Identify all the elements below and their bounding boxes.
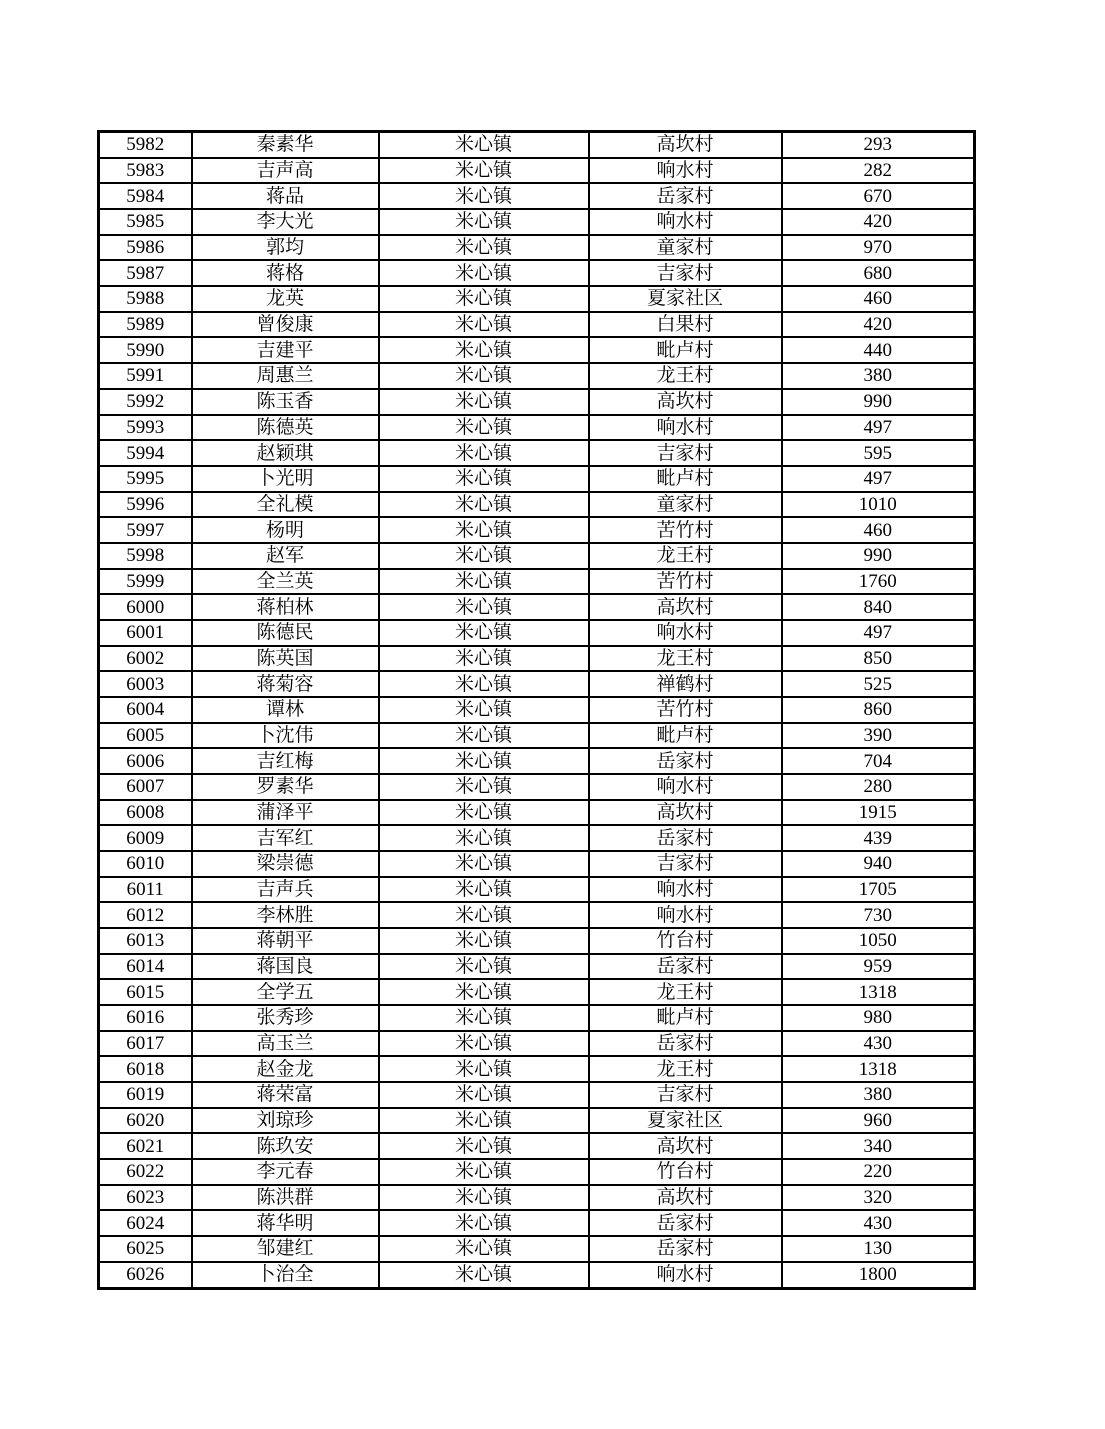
cell-village: 岳家村 [589,825,782,851]
table-row [99,748,975,774]
cell-town: 米心镇 [379,260,589,286]
cell-village: 龙王村 [589,979,782,1005]
table-row [99,286,975,312]
cell-amount: 220 [782,1159,975,1185]
cell-town: 米心镇 [379,132,589,158]
cell-name: 陈德民 [192,620,379,646]
cell-village: 响水村 [589,415,782,441]
cell-village: 高坎村 [589,594,782,620]
cell-amount: 380 [782,363,975,389]
cell-amount: 340 [782,1133,975,1159]
cell-village: 岳家村 [589,183,782,209]
cell-town: 米心镇 [379,209,589,235]
table-row [99,851,975,877]
cell-village: 吉家村 [589,1082,782,1108]
cell-name: 李林胜 [192,902,379,928]
cell-village: 吉家村 [589,851,782,877]
cell-amount: 497 [782,466,975,492]
cell-record-id: 6002 [99,646,192,672]
cell-town: 米心镇 [379,620,589,646]
table-row [99,132,975,158]
table-row [99,363,975,389]
cell-record-id: 6026 [99,1262,192,1289]
table-row [99,337,975,363]
cell-village: 岳家村 [589,954,782,980]
cell-record-id: 6017 [99,1031,192,1057]
cell-record-id: 6025 [99,1236,192,1262]
cell-amount: 420 [782,209,975,235]
cell-record-id: 5993 [99,415,192,441]
cell-town: 米心镇 [379,1133,589,1159]
cell-town: 米心镇 [379,671,589,697]
cell-town: 米心镇 [379,928,589,954]
cell-village: 毗卢村 [589,337,782,363]
cell-town: 米心镇 [379,723,589,749]
cell-village: 吉家村 [589,260,782,286]
cell-name: 吉声兵 [192,877,379,903]
table-row [99,697,975,723]
cell-village: 岳家村 [589,1236,782,1262]
cell-record-id: 5996 [99,492,192,518]
cell-name: 李元春 [192,1159,379,1185]
cell-town: 米心镇 [379,1159,589,1185]
table-body [99,132,975,1289]
cell-name: 赵军 [192,543,379,569]
cell-record-id: 5989 [99,312,192,338]
cell-record-id: 6022 [99,1159,192,1185]
cell-name: 龙英 [192,286,379,312]
cell-record-id: 6009 [99,825,192,851]
cell-amount: 860 [782,697,975,723]
cell-town: 米心镇 [379,183,589,209]
cell-village: 龙王村 [589,363,782,389]
cell-amount: 990 [782,389,975,415]
cell-name: 蒋柏林 [192,594,379,620]
cell-name: 全兰英 [192,569,379,595]
table-row [99,389,975,415]
cell-village: 响水村 [589,209,782,235]
cell-town: 米心镇 [379,389,589,415]
cell-village: 响水村 [589,620,782,646]
cell-record-id: 6005 [99,723,192,749]
cell-town: 米心镇 [379,800,589,826]
cell-name: 吉军红 [192,825,379,851]
cell-record-id: 5992 [99,389,192,415]
cell-name: 罗素华 [192,774,379,800]
cell-village: 岳家村 [589,1031,782,1057]
cell-record-id: 5987 [99,260,192,286]
cell-town: 米心镇 [379,825,589,851]
cell-town: 米心镇 [379,1005,589,1031]
cell-amount: 293 [782,132,975,158]
cell-village: 龙王村 [589,543,782,569]
cell-name: 赵颖琪 [192,440,379,466]
cell-name: 曾俊康 [192,312,379,338]
cell-amount: 282 [782,158,975,184]
cell-name: 陈玉香 [192,389,379,415]
cell-town: 米心镇 [379,363,589,389]
cell-village: 高坎村 [589,132,782,158]
cell-name: 周惠兰 [192,363,379,389]
table-row [99,979,975,1005]
cell-village: 高坎村 [589,1133,782,1159]
cell-record-id: 5997 [99,517,192,543]
table-row [99,1236,975,1262]
table-row [99,466,975,492]
table-row [99,1159,975,1185]
cell-name: 陈玖安 [192,1133,379,1159]
cell-town: 米心镇 [379,158,589,184]
cell-record-id: 5990 [99,337,192,363]
cell-town: 米心镇 [379,1108,589,1134]
table-row [99,902,975,928]
table-row [99,594,975,620]
cell-town: 米心镇 [379,1236,589,1262]
cell-town: 米心镇 [379,1210,589,1236]
cell-name: 蒋格 [192,260,379,286]
cell-town: 米心镇 [379,569,589,595]
table-row [99,1108,975,1134]
cell-record-id: 6011 [99,877,192,903]
cell-record-id: 6008 [99,800,192,826]
table-row [99,1185,975,1211]
cell-record-id: 6021 [99,1133,192,1159]
cell-village: 毗卢村 [589,466,782,492]
cell-amount: 980 [782,1005,975,1031]
cell-town: 米心镇 [379,312,589,338]
cell-amount: 959 [782,954,975,980]
cell-record-id: 5982 [99,132,192,158]
cell-town: 米心镇 [379,543,589,569]
cell-town: 米心镇 [379,979,589,1005]
cell-amount: 840 [782,594,975,620]
cell-town: 米心镇 [379,337,589,363]
cell-record-id: 6024 [99,1210,192,1236]
cell-amount: 595 [782,440,975,466]
cell-name: 蒲泽平 [192,800,379,826]
cell-village: 苦竹村 [589,569,782,595]
cell-amount: 1915 [782,800,975,826]
cell-town: 米心镇 [379,594,589,620]
cell-town: 米心镇 [379,851,589,877]
table-row [99,183,975,209]
cell-village: 高坎村 [589,389,782,415]
cell-amount: 380 [782,1082,975,1108]
cell-record-id: 6003 [99,671,192,697]
cell-amount: 1318 [782,1056,975,1082]
cell-name: 卜治全 [192,1262,379,1289]
table-row [99,671,975,697]
cell-village: 毗卢村 [589,723,782,749]
table-row [99,1056,975,1082]
cell-name: 蒋华明 [192,1210,379,1236]
cell-amount: 940 [782,851,975,877]
cell-amount: 730 [782,902,975,928]
table-row [99,954,975,980]
cell-village: 童家村 [589,492,782,518]
table-row [99,800,975,826]
cell-record-id: 6015 [99,979,192,1005]
cell-name: 杨明 [192,517,379,543]
cell-name: 邹建红 [192,1236,379,1262]
cell-name: 吉声高 [192,158,379,184]
cell-village: 高坎村 [589,1185,782,1211]
cell-village: 响水村 [589,774,782,800]
cell-village: 竹台村 [589,928,782,954]
table-row [99,877,975,903]
table-row [99,1005,975,1031]
table-row [99,260,975,286]
cell-amount: 440 [782,337,975,363]
cell-record-id: 6013 [99,928,192,954]
cell-village: 毗卢村 [589,1005,782,1031]
cell-record-id: 5999 [99,569,192,595]
cell-amount: 1800 [782,1262,975,1289]
cell-village: 响水村 [589,158,782,184]
cell-village: 苦竹村 [589,697,782,723]
table-row [99,646,975,672]
cell-record-id: 5995 [99,466,192,492]
cell-town: 米心镇 [379,1185,589,1211]
cell-village: 高坎村 [589,800,782,826]
cell-name: 卜光明 [192,466,379,492]
table-row [99,517,975,543]
table-row [99,569,975,595]
cell-name: 陈德英 [192,415,379,441]
cell-town: 米心镇 [379,902,589,928]
cell-village: 吉家村 [589,440,782,466]
cell-town: 米心镇 [379,286,589,312]
cell-name: 梁崇德 [192,851,379,877]
cell-name: 全学五 [192,979,379,1005]
table-row [99,209,975,235]
table-row [99,415,975,441]
cell-town: 米心镇 [379,697,589,723]
cell-amount: 1010 [782,492,975,518]
table-row [99,774,975,800]
cell-record-id: 6006 [99,748,192,774]
cell-record-id: 6000 [99,594,192,620]
cell-record-id: 5994 [99,440,192,466]
cell-amount: 1318 [782,979,975,1005]
table-row [99,1082,975,1108]
table-row [99,928,975,954]
cell-village: 响水村 [589,1262,782,1289]
cell-amount: 430 [782,1031,975,1057]
cell-village: 夏家社区 [589,286,782,312]
cell-name: 秦素华 [192,132,379,158]
cell-amount: 704 [782,748,975,774]
cell-record-id: 5991 [99,363,192,389]
cell-record-id: 6023 [99,1185,192,1211]
cell-amount: 439 [782,825,975,851]
cell-amount: 990 [782,543,975,569]
table-row [99,158,975,184]
cell-name: 李大光 [192,209,379,235]
cell-amount: 320 [782,1185,975,1211]
cell-town: 米心镇 [379,646,589,672]
cell-amount: 960 [782,1108,975,1134]
cell-amount: 497 [782,620,975,646]
cell-town: 米心镇 [379,415,589,441]
cell-record-id: 6012 [99,902,192,928]
cell-town: 米心镇 [379,492,589,518]
table-row [99,723,975,749]
cell-record-id: 6018 [99,1056,192,1082]
cell-town: 米心镇 [379,877,589,903]
cell-record-id: 6019 [99,1082,192,1108]
cell-name: 蒋品 [192,183,379,209]
cell-name: 陈英国 [192,646,379,672]
cell-amount: 130 [782,1236,975,1262]
cell-amount: 420 [782,312,975,338]
cell-town: 米心镇 [379,1262,589,1289]
table-row [99,440,975,466]
cell-amount: 680 [782,260,975,286]
cell-name: 刘琼珍 [192,1108,379,1134]
cell-village: 龙王村 [589,646,782,672]
cell-amount: 670 [782,183,975,209]
cell-name: 陈洪群 [192,1185,379,1211]
cell-town: 米心镇 [379,748,589,774]
table-row [99,312,975,338]
cell-name: 谭林 [192,697,379,723]
cell-town: 米心镇 [379,235,589,261]
cell-town: 米心镇 [379,954,589,980]
cell-name: 全礼模 [192,492,379,518]
cell-amount: 525 [782,671,975,697]
cell-village: 岳家村 [589,748,782,774]
cell-village: 夏家社区 [589,1108,782,1134]
cell-amount: 280 [782,774,975,800]
cell-name: 吉建平 [192,337,379,363]
cell-village: 竹台村 [589,1159,782,1185]
cell-record-id: 6016 [99,1005,192,1031]
cell-village: 岳家村 [589,1210,782,1236]
cell-name: 蒋朝平 [192,928,379,954]
cell-town: 米心镇 [379,1031,589,1057]
cell-town: 米心镇 [379,1082,589,1108]
records-table [97,130,976,1290]
table-row [99,235,975,261]
cell-name: 赵金龙 [192,1056,379,1082]
cell-amount: 430 [782,1210,975,1236]
table-row [99,1133,975,1159]
table-row [99,1031,975,1057]
cell-name: 吉红梅 [192,748,379,774]
cell-amount: 497 [782,415,975,441]
cell-name: 蒋国良 [192,954,379,980]
cell-village: 白果村 [589,312,782,338]
cell-record-id: 6014 [99,954,192,980]
cell-village: 龙王村 [589,1056,782,1082]
cell-amount: 460 [782,286,975,312]
cell-record-id: 5986 [99,235,192,261]
cell-name: 卜沈伟 [192,723,379,749]
cell-record-id: 5988 [99,286,192,312]
table-row [99,492,975,518]
cell-name: 蒋菊容 [192,671,379,697]
cell-town: 米心镇 [379,517,589,543]
cell-village: 苦竹村 [589,517,782,543]
cell-village: 响水村 [589,902,782,928]
cell-town: 米心镇 [379,1056,589,1082]
cell-town: 米心镇 [379,466,589,492]
cell-village: 童家村 [589,235,782,261]
table-row [99,825,975,851]
table-row [99,1210,975,1236]
cell-name: 郭均 [192,235,379,261]
cell-record-id: 5984 [99,183,192,209]
cell-amount: 460 [782,517,975,543]
table-row [99,620,975,646]
cell-name: 高玉兰 [192,1031,379,1057]
cell-name: 蒋荣富 [192,1082,379,1108]
cell-amount: 1050 [782,928,975,954]
cell-name: 张秀珍 [192,1005,379,1031]
table-row [99,543,975,569]
cell-record-id: 6010 [99,851,192,877]
cell-record-id: 6007 [99,774,192,800]
cell-record-id: 5998 [99,543,192,569]
cell-amount: 850 [782,646,975,672]
table-row [99,1262,975,1289]
cell-amount: 390 [782,723,975,749]
cell-town: 米心镇 [379,440,589,466]
cell-village: 响水村 [589,877,782,903]
cell-amount: 1760 [782,569,975,595]
cell-amount: 1705 [782,877,975,903]
cell-village: 禅鹤村 [589,671,782,697]
cell-amount: 970 [782,235,975,261]
cell-town: 米心镇 [379,774,589,800]
cell-record-id: 5985 [99,209,192,235]
cell-record-id: 6004 [99,697,192,723]
cell-record-id: 5983 [99,158,192,184]
cell-record-id: 6001 [99,620,192,646]
cell-record-id: 6020 [99,1108,192,1134]
